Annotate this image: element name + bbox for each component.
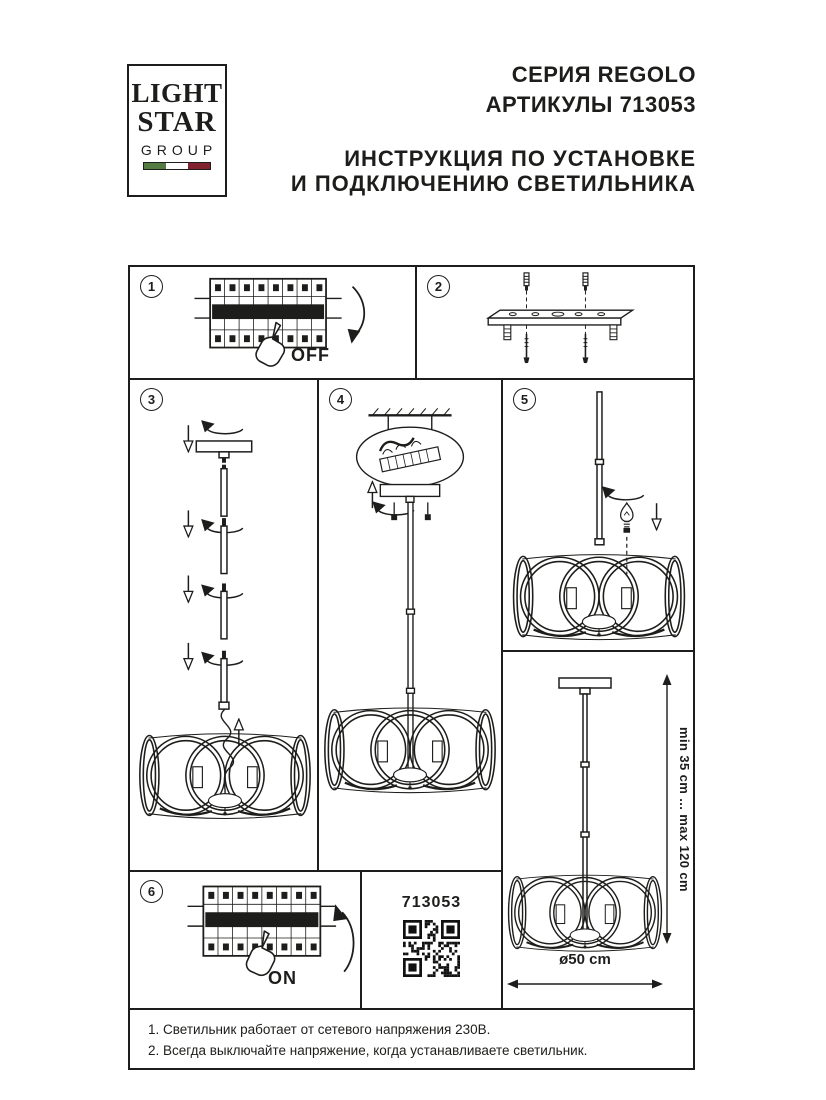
mounting-plate-diagram [417, 267, 693, 378]
step-2-panel [417, 267, 693, 380]
step-3-panel [130, 380, 319, 872]
instruction-title-line2: И ПОДКЛЮЧЕНИЮ СВЕТИЛЬНИКА [290, 171, 696, 196]
qr-code [403, 920, 460, 977]
breaker-on-diagram [130, 872, 360, 1008]
step-number-badge: 6 [140, 880, 163, 903]
on-label: ON [268, 968, 297, 988]
canopy-wiring-diagram [319, 380, 501, 870]
diameter-label: ø50 cm [559, 951, 611, 968]
bulb-install-diagram [503, 380, 693, 650]
step-1-panel [130, 267, 417, 380]
step-number-badge: 2 [427, 275, 450, 298]
step-number-badge: 5 [513, 388, 536, 411]
italian-flag-bar [143, 162, 211, 170]
notes-box [128, 1008, 695, 1070]
step-number-badge: 1 [140, 275, 163, 298]
article-title: АРТИКУЛЫ 713053 [485, 92, 696, 117]
off-label: OFF [291, 345, 330, 365]
note-line-1: 1. Светильник работает от сетевого напряжения 230В. [148, 1022, 491, 1037]
step-5-panel [503, 380, 693, 652]
logo-word-light: LIGHT [131, 78, 223, 108]
article-qr-panel [362, 872, 503, 1008]
article-number: 713053 [401, 894, 462, 911]
dimensions-panel [503, 652, 693, 1008]
logo-word-group: GROUP [140, 142, 218, 158]
instruction-title-line1: ИНСТРУКЦИЯ ПО УСТАНОВКЕ [344, 146, 696, 171]
height-range-label: min 35 cm ... max 120 cm [677, 726, 692, 892]
breaker-off-diagram [130, 267, 415, 378]
brand-logo [127, 64, 227, 197]
flag-white-segment [166, 163, 188, 169]
note-line-2: 2. Всегда выключайте напряжение, когда устанавливаете светильник. [148, 1043, 588, 1058]
logo-word-star: STAR [137, 106, 217, 138]
instruction-title [291, 146, 696, 196]
flag-green-segment [144, 163, 166, 169]
document-header [291, 60, 696, 196]
rod-assembly-diagram [130, 380, 317, 870]
diagram-grid [128, 265, 695, 1010]
series-title: СЕРИЯ REGOLO [511, 62, 696, 87]
flag-red-segment [188, 163, 210, 169]
step-6-panel [130, 872, 362, 1008]
step-4-panel [319, 380, 503, 872]
step-number-badge: 4 [329, 388, 352, 411]
step-number-badge: 3 [140, 388, 163, 411]
